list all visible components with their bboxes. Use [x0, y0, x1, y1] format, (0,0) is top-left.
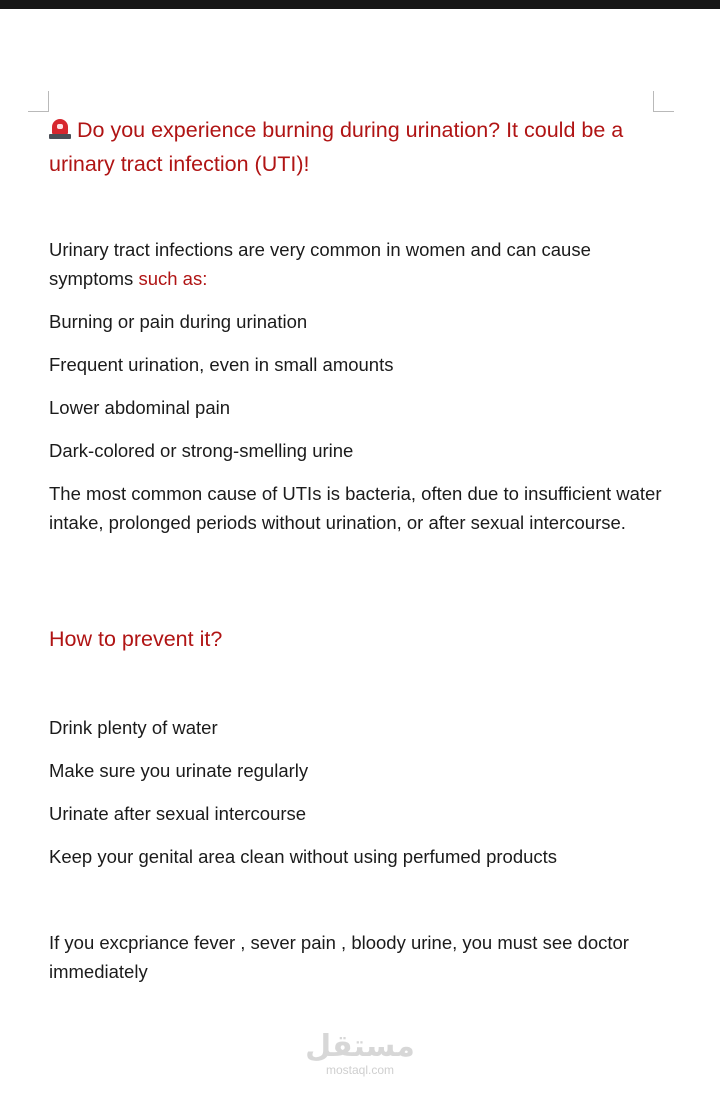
prevention-item: Urinate after sexual intercourse — [49, 803, 307, 824]
page-corner-mark-left — [28, 91, 49, 112]
page-corner-mark-right — [653, 91, 674, 112]
symptom-item: Lower abdominal pain — [49, 397, 231, 418]
top-status-bar — [0, 0, 720, 9]
headline-text: Do you experience burning during urination? It could be a urinary tract infection (UTI)! — [49, 118, 624, 176]
watermark-site: mostaql.com — [325, 1063, 395, 1077]
mostaql-watermark — [300, 1030, 420, 1076]
symptom-item: Burning or pain during urination — [49, 311, 308, 332]
warning-paragraph: If you excpriance fever , sever pain , bloody urine, you must see doctor immediately — [49, 932, 629, 982]
symptom-item: Frequent urination, even in small amounts — [49, 354, 394, 375]
prevention-item: Keep your genital area clean without using perfumed products — [49, 846, 558, 867]
intro-text: Urinary tract infections are very common in women and can cause symptoms — [49, 239, 591, 289]
police-car-light-icon — [49, 119, 71, 139]
prevention-item: Drink plenty of water — [49, 717, 218, 738]
intro-highlight: such as: — [138, 267, 208, 289]
symptom-item: Dark-colored or strong-smelling urine — [49, 440, 354, 461]
watermark-logo: مستقل — [305, 1029, 415, 1064]
headline — [49, 113, 679, 181]
prevention-item: Make sure you urinate regularly — [49, 760, 309, 781]
intro-paragraph — [49, 236, 679, 293]
prevention-title: How to prevent it? — [49, 627, 223, 651]
cause-paragraph: The most common cause of UTIs is bacteria, often due to insufficient water intake, prolonged periods without urination, or after sexual intercourse. — [49, 483, 662, 533]
